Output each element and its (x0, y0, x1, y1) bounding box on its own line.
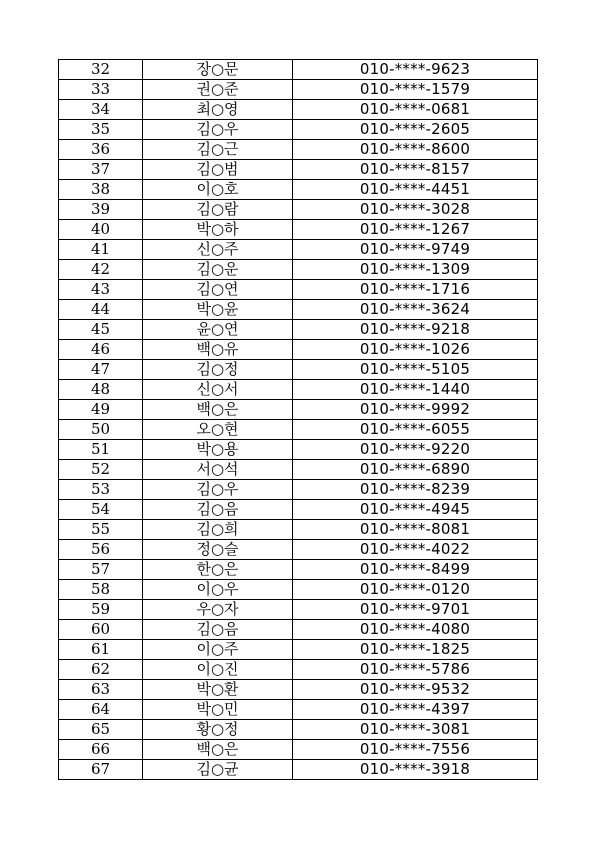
table-row (59, 300, 538, 320)
phone-number-cell: 010-****-9220 (293, 440, 538, 460)
name-cell: 신○주 (143, 240, 293, 260)
name-cell: 한○은 (143, 560, 293, 580)
name-cell: 황○정 (143, 720, 293, 740)
phone-number-cell: 010-****-6890 (293, 460, 538, 480)
phone-number-cell: 010-****-7556 (293, 740, 538, 760)
name-cell: 정○슬 (143, 540, 293, 560)
table-row (59, 420, 538, 440)
name-cell: 서○석 (143, 460, 293, 480)
table-row (59, 480, 538, 500)
table-row (59, 500, 538, 520)
row-number-cell: 65 (59, 720, 143, 740)
name-cell: 김○정 (143, 360, 293, 380)
name-cell: 장○문 (143, 60, 293, 80)
phone-number-cell: 010-****-0120 (293, 580, 538, 600)
table-row (59, 620, 538, 640)
row-number-cell: 48 (59, 380, 143, 400)
phone-number-cell: 010-****-3081 (293, 720, 538, 740)
phone-number-cell: 010-****-3624 (293, 300, 538, 320)
table-row (59, 200, 538, 220)
phone-number-cell: 010-****-8600 (293, 140, 538, 160)
row-number-cell: 56 (59, 540, 143, 560)
phone-number-cell: 010-****-8239 (293, 480, 538, 500)
phone-number-cell: 010-****-5786 (293, 660, 538, 680)
table-row (59, 100, 538, 120)
phone-number-cell: 010-****-0681 (293, 100, 538, 120)
phone-number-cell: 010-****-1309 (293, 260, 538, 280)
phone-number-cell: 010-****-1026 (293, 340, 538, 360)
name-cell: 박○용 (143, 440, 293, 460)
phone-number-cell: 010-****-4945 (293, 500, 538, 520)
phone-number-cell: 010-****-4451 (293, 180, 538, 200)
row-number-cell: 55 (59, 520, 143, 540)
name-cell: 박○환 (143, 680, 293, 700)
row-number-cell: 45 (59, 320, 143, 340)
phone-number-cell: 010-****-9701 (293, 600, 538, 620)
name-cell: 박○윤 (143, 300, 293, 320)
phone-number-cell: 010-****-1267 (293, 220, 538, 240)
phone-number-cell: 010-****-1716 (293, 280, 538, 300)
table-row (59, 680, 538, 700)
table-row (59, 280, 538, 300)
name-cell: 우○자 (143, 600, 293, 620)
phone-number-cell: 010-****-3918 (293, 760, 538, 780)
row-number-cell: 44 (59, 300, 143, 320)
phone-number-cell: 010-****-5105 (293, 360, 538, 380)
table-row (59, 700, 538, 720)
phone-number-cell: 010-****-3028 (293, 200, 538, 220)
row-number-cell: 43 (59, 280, 143, 300)
table-row (59, 180, 538, 200)
name-cell: 이○호 (143, 180, 293, 200)
row-number-cell: 46 (59, 340, 143, 360)
name-cell: 이○진 (143, 660, 293, 680)
table-row (59, 140, 538, 160)
row-number-cell: 50 (59, 420, 143, 440)
phone-number-cell: 010-****-1579 (293, 80, 538, 100)
table-row (59, 80, 538, 100)
name-cell: 김○균 (143, 760, 293, 780)
phone-number-cell: 010-****-9749 (293, 240, 538, 260)
phone-number-cell: 010-****-8081 (293, 520, 538, 540)
table-row (59, 380, 538, 400)
table-row (59, 160, 538, 180)
table-row (59, 540, 538, 560)
name-cell: 김○희 (143, 520, 293, 540)
table-row (59, 560, 538, 580)
row-number-cell: 39 (59, 200, 143, 220)
row-number-cell: 47 (59, 360, 143, 380)
name-cell: 김○음 (143, 500, 293, 520)
name-cell: 이○우 (143, 580, 293, 600)
row-number-cell: 33 (59, 80, 143, 100)
row-number-cell: 58 (59, 580, 143, 600)
row-number-cell: 36 (59, 140, 143, 160)
phone-number-cell: 010-****-4080 (293, 620, 538, 640)
table-row (59, 640, 538, 660)
table-row (59, 400, 538, 420)
phone-number-cell: 010-****-2605 (293, 120, 538, 140)
row-number-cell: 32 (59, 60, 143, 80)
table-row (59, 580, 538, 600)
table-row (59, 220, 538, 240)
row-number-cell: 59 (59, 600, 143, 620)
phone-number-cell: 010-****-1440 (293, 380, 538, 400)
phone-number-cell: 010-****-1825 (293, 640, 538, 660)
name-cell: 김○우 (143, 120, 293, 140)
name-cell: 백○은 (143, 400, 293, 420)
name-cell: 오○현 (143, 420, 293, 440)
table-row (59, 660, 538, 680)
table-row (59, 260, 538, 280)
row-number-cell: 60 (59, 620, 143, 640)
table-row (59, 360, 538, 380)
table-row (59, 460, 538, 480)
table-row (59, 720, 538, 740)
row-number-cell: 54 (59, 500, 143, 520)
name-cell: 박○하 (143, 220, 293, 240)
table-row (59, 600, 538, 620)
phone-number-cell: 010-****-9532 (293, 680, 538, 700)
row-number-cell: 52 (59, 460, 143, 480)
phone-number-cell: 010-****-8157 (293, 160, 538, 180)
row-number-cell: 57 (59, 560, 143, 580)
phone-number-cell: 010-****-4022 (293, 540, 538, 560)
name-cell: 김○우 (143, 480, 293, 500)
phone-number-cell: 010-****-9623 (293, 60, 538, 80)
row-number-cell: 37 (59, 160, 143, 180)
name-cell: 권○준 (143, 80, 293, 100)
name-cell: 백○은 (143, 740, 293, 760)
row-number-cell: 34 (59, 100, 143, 120)
table-row (59, 320, 538, 340)
name-cell: 박○민 (143, 700, 293, 720)
row-number-cell: 67 (59, 760, 143, 780)
name-cell: 김○근 (143, 140, 293, 160)
row-number-cell: 35 (59, 120, 143, 140)
row-number-cell: 51 (59, 440, 143, 460)
phone-number-cell: 010-****-4397 (293, 700, 538, 720)
row-number-cell: 41 (59, 240, 143, 260)
phone-number-cell: 010-****-6055 (293, 420, 538, 440)
table-body (59, 60, 538, 780)
table-row (59, 120, 538, 140)
table-row (59, 740, 538, 760)
name-cell: 김○범 (143, 160, 293, 180)
name-cell: 최○영 (143, 100, 293, 120)
table-row (59, 440, 538, 460)
name-cell: 김○음 (143, 620, 293, 640)
table-row (59, 240, 538, 260)
name-cell: 신○서 (143, 380, 293, 400)
phone-number-cell: 010-****-9992 (293, 400, 538, 420)
phone-number-cell: 010-****-9218 (293, 320, 538, 340)
name-cell: 김○운 (143, 260, 293, 280)
table-row (59, 760, 538, 780)
row-number-cell: 38 (59, 180, 143, 200)
row-number-cell: 64 (59, 700, 143, 720)
row-number-cell: 42 (59, 260, 143, 280)
row-number-cell: 63 (59, 680, 143, 700)
name-cell: 백○유 (143, 340, 293, 360)
row-number-cell: 53 (59, 480, 143, 500)
table-row (59, 520, 538, 540)
name-cell: 윤○연 (143, 320, 293, 340)
row-number-cell: 62 (59, 660, 143, 680)
name-cell: 김○연 (143, 280, 293, 300)
table-row (59, 340, 538, 360)
phone-number-cell: 010-****-8499 (293, 560, 538, 580)
winner-list-table (58, 59, 538, 780)
row-number-cell: 49 (59, 400, 143, 420)
row-number-cell: 61 (59, 640, 143, 660)
name-cell: 김○람 (143, 200, 293, 220)
name-cell: 이○주 (143, 640, 293, 660)
table-row (59, 60, 538, 80)
row-number-cell: 40 (59, 220, 143, 240)
row-number-cell: 66 (59, 740, 143, 760)
